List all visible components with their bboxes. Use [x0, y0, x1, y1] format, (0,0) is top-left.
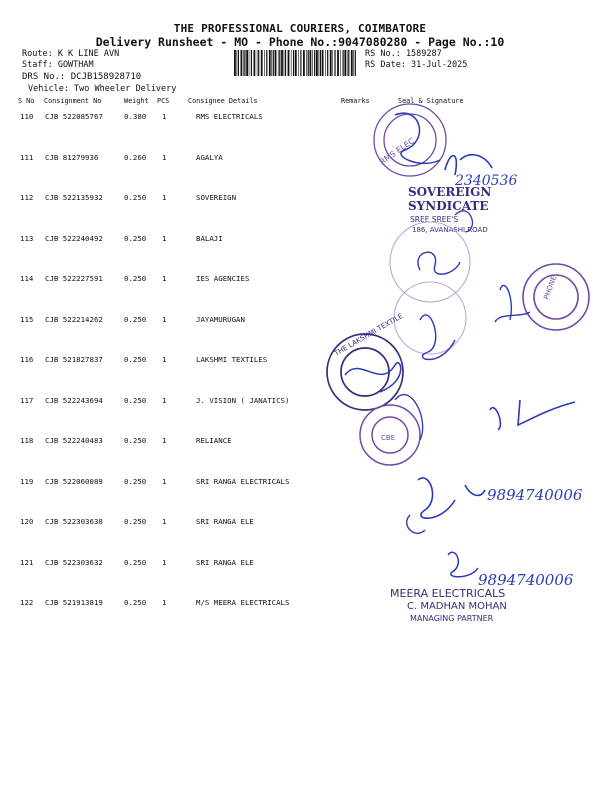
- table-row: [0, 355, 600, 367]
- row-pcs: 1: [162, 436, 167, 445]
- row-pcs: 1: [162, 274, 167, 283]
- row-consignment-no: CJB 522135932: [45, 193, 103, 202]
- row-consignee: LAKSHMI TEXTILES: [196, 355, 268, 364]
- table-row: [0, 112, 600, 124]
- row-consignment-no: CJB 522085767: [45, 112, 103, 121]
- route-label: Route: K K LINE AVN: [22, 49, 120, 59]
- row-pcs: 1: [162, 152, 167, 162]
- row-consignee: J. VISION ( JANATICS): [196, 395, 290, 405]
- row-consignee: SRI RANGA ELECTRICALS: [196, 476, 290, 486]
- row-consignee: RMS ELECTRICALS: [196, 112, 263, 121]
- table-row: [0, 396, 600, 408]
- sovereign-stamp-addr1: SREE SREE'S: [410, 215, 459, 224]
- table-row: [0, 598, 600, 610]
- row-weight: 0.250: [124, 355, 147, 364]
- row-consignee: BALAJI: [196, 233, 223, 243]
- svg-text:RMS ELEC: RMS ELEC: [377, 136, 417, 167]
- col-header-weight: Weight: [124, 97, 149, 105]
- row-pcs: 1: [162, 517, 167, 526]
- vehicle-label: Vehicle: Two Wheeler Delivery: [28, 84, 177, 94]
- col-header-consignment: Consignment No: [44, 97, 102, 105]
- table-row: [0, 274, 600, 286]
- row-sno: 111: [20, 152, 34, 162]
- row-pcs: 1: [162, 355, 167, 364]
- row-pcs: 1: [162, 557, 167, 567]
- table-row: [0, 153, 600, 165]
- row-consignment-no: CJB 522240492: [45, 233, 103, 243]
- col-header-remarks: Remarks: [341, 97, 370, 105]
- row-consignee: SRI RANGA ELE: [196, 557, 254, 567]
- row-sno: 119: [20, 476, 34, 486]
- row-sno: 118: [20, 436, 34, 445]
- row-consignee: SRI RANGA ELE: [196, 517, 254, 526]
- meera-stamp-line3: MANAGING PARTNER: [410, 614, 494, 623]
- sovereign-stamp-line1: SOVEREIGN: [408, 185, 492, 199]
- row-sno: 113: [20, 233, 34, 243]
- row-consignment-no: CJB 521827837: [45, 355, 103, 364]
- row-sno: 122: [20, 598, 34, 607]
- row-weight: 0.250: [124, 233, 147, 243]
- runsheet-subtitle: Delivery Runsheet - MO - Phone No.:9047080280 - Page No.:10: [95, 35, 505, 49]
- col-header-sno: S No: [18, 97, 35, 105]
- sovereign-stamp-line2: SYNDICATE: [408, 199, 489, 213]
- row-weight: 0.250: [124, 193, 147, 202]
- table-row: [0, 234, 600, 246]
- row-consignment-no: CJB 522240483: [45, 436, 103, 445]
- handwritten-phone: 9894740006: [487, 486, 583, 504]
- barcode-image: [234, 50, 358, 76]
- row-pcs: 1: [162, 233, 167, 243]
- rs-date: RS Date: 31-Jul-2025: [365, 60, 468, 70]
- row-consignee: JAYAMURUGAN: [196, 314, 245, 324]
- svg-text:THE LAKSHMI TEXTILE: THE LAKSHMI TEXTILE: [333, 311, 405, 358]
- row-sno: 121: [20, 557, 34, 567]
- row-sno: 120: [20, 517, 34, 526]
- sovereign-stamp-addr2: 186, AVANASHI ROAD: [412, 226, 488, 234]
- table-row: [0, 436, 600, 448]
- row-consignment-no: CJB 522243694: [45, 395, 103, 405]
- row-sno: 116: [20, 355, 34, 364]
- company-title: THE PROFESSIONAL COURIERS, COIMBATORE: [173, 22, 427, 35]
- row-weight: 0.380: [124, 112, 147, 121]
- row-consignment-no: CJB 81279936: [45, 152, 99, 162]
- row-consignee: RELIANCE: [196, 436, 232, 445]
- table-row: [0, 315, 600, 327]
- row-weight: 0.250: [124, 557, 147, 567]
- svg-text:PHONE: PHONE: [542, 274, 559, 301]
- reliance-stamp: [360, 405, 420, 465]
- row-pcs: 1: [162, 395, 167, 405]
- row-pcs: 1: [162, 314, 167, 324]
- row-weight: 0.250: [124, 436, 147, 445]
- table-row: [0, 477, 600, 489]
- row-consignment-no: CJB 522060089: [45, 476, 103, 486]
- table-row: [0, 558, 600, 570]
- table-row: [0, 517, 600, 529]
- row-sno: 114: [20, 274, 34, 283]
- drs-number: DRS No.: DCJB158928710: [22, 72, 142, 82]
- row-weight: 0.250: [124, 314, 147, 324]
- row-pcs: 1: [162, 476, 167, 486]
- staff-label: Staff: GOWTHAM: [22, 60, 94, 70]
- row-consignment-no: CJB 522303632: [45, 557, 103, 567]
- row-consignment-no: CJB 522303638: [45, 517, 103, 526]
- row-pcs: 1: [162, 193, 167, 202]
- row-pcs: 1: [162, 598, 167, 607]
- col-header-pcs: PCS: [157, 97, 170, 105]
- row-weight: 0.250: [124, 598, 147, 607]
- meera-stamp-line2: C. MADHAN MOHAN: [407, 601, 507, 612]
- row-sno: 112: [20, 193, 34, 202]
- row-weight: 0.260: [124, 152, 147, 162]
- row-weight: 0.250: [124, 517, 147, 526]
- row-pcs: 1: [162, 112, 167, 121]
- row-sno: 110: [20, 112, 34, 121]
- meera-stamp-line1: MEERA ELECTRICALS: [390, 587, 506, 600]
- col-header-consignee: Consignee Details: [188, 97, 258, 105]
- row-consignment-no: CJB 521913819: [45, 598, 103, 607]
- row-weight: 0.250: [124, 476, 147, 486]
- handwritten-phone-2: 9894740006: [478, 571, 574, 589]
- row-weight: 0.250: [124, 274, 147, 283]
- row-sno: 117: [20, 395, 34, 405]
- row-sno: 115: [20, 314, 34, 324]
- row-weight: 0.250: [124, 395, 147, 405]
- handwritten-top: 2340536: [455, 173, 518, 189]
- row-consignment-no: CJB 522214262: [45, 314, 103, 324]
- row-consignee: M/S MEERA ELECTRICALS: [196, 598, 290, 607]
- row-consignee: IES AGENCIES: [196, 274, 250, 283]
- table-row: [0, 193, 600, 205]
- row-consignee: AGALYA: [196, 152, 223, 162]
- row-consignment-no: CJB 522227591: [45, 274, 103, 283]
- rs-number: RS No.: 1589287: [365, 49, 442, 59]
- svg-text:CBE: CBE: [381, 434, 396, 442]
- col-header-seal: Seal & Signature: [398, 97, 464, 105]
- row-consignee: SOVEREIGN: [196, 193, 237, 202]
